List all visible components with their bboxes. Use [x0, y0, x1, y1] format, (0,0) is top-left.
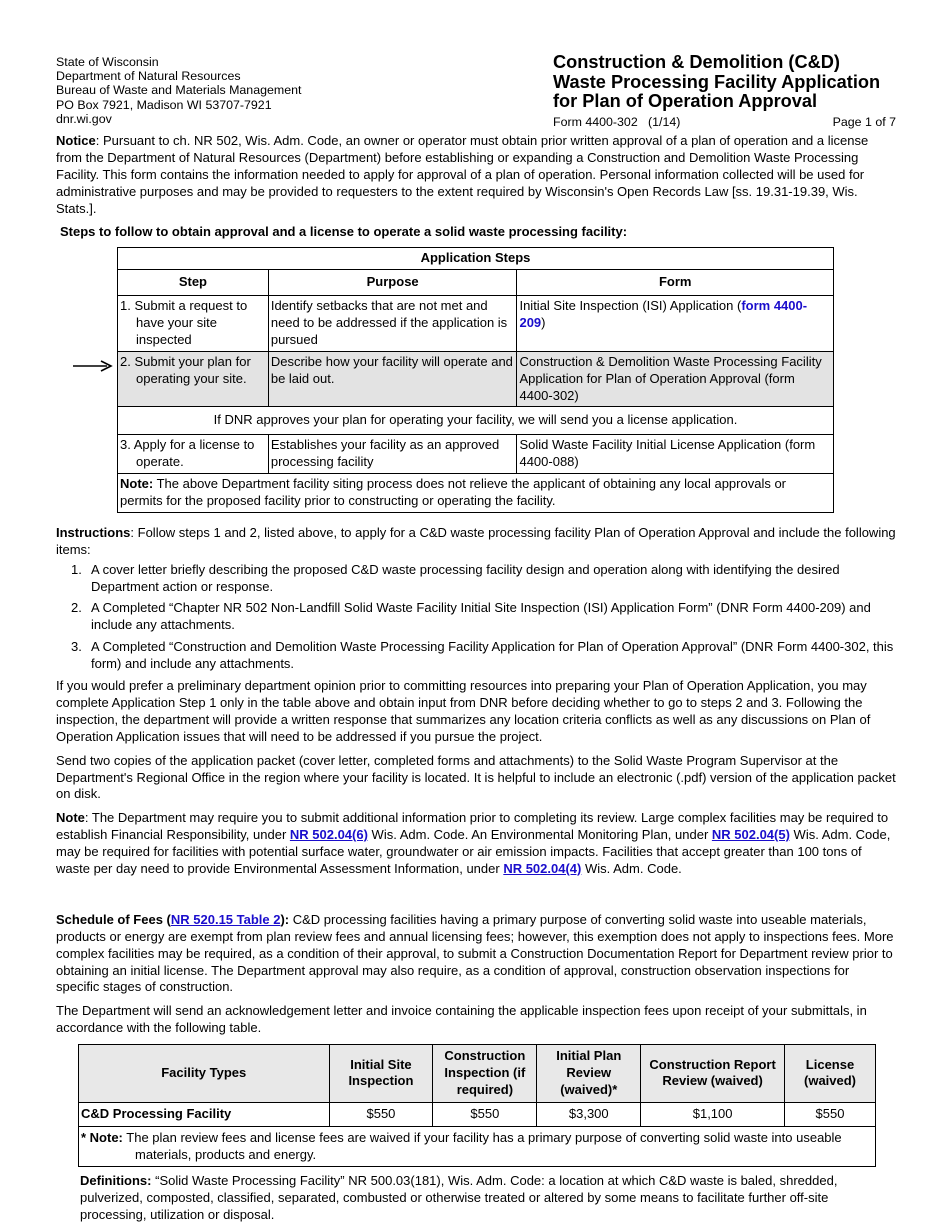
fees-column-header: Construction Report Review (waived)	[641, 1045, 785, 1103]
note-label: Note	[56, 810, 85, 826]
column-header: Form	[517, 270, 834, 296]
note-text: The above Department facility siting process does not relieve the applicant of obtaining any local approvals or permits for the proposed facility prior to constructing or operating the facility.	[120, 476, 787, 509]
list-item	[56, 600, 896, 634]
current-step-arrow-icon	[73, 360, 113, 372]
fees-label: ):	[280, 911, 290, 927]
note-text: Wis. Adm. Code, may be required for facilities with potential surface water, groundwater or air emission impacts. Facilities that accept greater than 100 tons of waste per day need to provide Environmental Assessment Information, under	[56, 827, 891, 876]
fees-note-row	[79, 1126, 876, 1167]
table-row	[79, 1102, 876, 1126]
definitions-label: Definitions:	[80, 1173, 152, 1189]
step-cell: 1. Submit a request to have your site inspected	[120, 298, 248, 347]
form-title-line: Construction & Demolition (C&D)	[553, 52, 840, 72]
agency-line: PO Box 7921, Madison WI 53707-7921	[56, 97, 272, 112]
step-cell: 3. Apply for a license to operate.	[120, 437, 255, 470]
nr-502-04-4-link[interactable]: NR 502.04(4)	[503, 860, 582, 876]
step-cell: 2. Submit your plan for operating your site.	[120, 353, 251, 386]
agency-website: dnr.wi.gov	[56, 111, 112, 126]
fees-column-header: Construction Inspection (if required)	[433, 1045, 537, 1103]
nr-520-15-table-2-link[interactable]: NR 520.15 Table 2	[170, 911, 281, 927]
page-label: Page 1 of 7	[832, 114, 896, 129]
form-cell: Solid Waste Facility Initial License Application (form 4400-088)	[517, 435, 834, 474]
agency-line: Department of Natural Resources	[56, 69, 241, 84]
instructions-paragraph	[56, 525, 896, 559]
purpose-cell: Describe how your facility will operate and be laid out.	[268, 351, 517, 407]
main-content	[56, 133, 896, 1230]
list-text: A Completed “Construction and Demolition Waste Processing Facility Application for Plan of Operation Approval” (DNR Form 4400-302, this form) and include any attachments.	[91, 639, 894, 672]
form-4400-209-link[interactable]: form 4400-209	[519, 298, 808, 331]
fees-column-header: Initial Site Inspection	[329, 1045, 433, 1103]
definitions-text: “Solid Waste Processing Facility” NR 500.03(181), Wis. Adm. Code: a location at which C&D waste is baled, shredded, pulverized, composted, classified, separated, combusted or otherwise treated or altered by some means to facilitate further off-site processing, utilization or disposal.	[80, 1173, 838, 1223]
fees-table	[78, 1044, 876, 1167]
form-number: Form 4400-302 (1/14)	[553, 114, 681, 129]
form-cell: Construction & Demolition Waste Processing Facility Application for Plan of Operation Approval (form 4400-302)	[517, 351, 834, 407]
column-header: Purpose	[268, 270, 517, 296]
form-text: )	[541, 315, 546, 331]
table-caption: Application Steps	[118, 248, 834, 270]
list-text: A Completed “Chapter NR 502 Non-Landfill Solid Waste Facility Initial Site Inspection (ISI) Application Form” (DNR Form 4400-209) and include any attachments.	[91, 600, 871, 633]
form-meta	[553, 114, 896, 130]
note-label: Note:	[120, 476, 154, 492]
note-text: The plan review fees and license fees are waived if your facility has a primary purpose of converting solid waste into useable materials, products and energy.	[122, 1129, 842, 1162]
note-label: * Note:	[81, 1129, 123, 1145]
steps-heading: Steps to follow to obtain approval and a license to operate a solid waste processing facility:	[60, 224, 628, 240]
fees-text: C&D processing facilities having a primary purpose of converting solid waste into useable materials, products or energy are exempt from plan review fees and annual licensing fees; however, this exemption does not apply to inspections fees. More complex facilities may be required, as a condition of their approval, to submit a Construction Documentation Report for Department review prior to obtaining an initial license. The Department approval may also require, as a condition of approval, construction observation inspections for specific stages of construction.	[56, 911, 894, 995]
purpose-cell: Establishes your facility as an approved processing facility	[268, 435, 517, 474]
notice-text: : Pursuant to ch. NR 502, Wis. Adm. Code, an owner or operator must obtain prior written approval of a plan of operation and a license from the Department of Natural Resources (Department) before establishing or expanding a Construction and Demolition Waste Processing Facility. This form contains the information needed to apply for approval of a plan of operation. Personal information collected will be used for administrative purposes and may be provided to requesters to the extent required by Wisconsin's Open Records Law [ss. 19.31-19.39, Wis. Stats.].	[56, 133, 869, 216]
fees-column-header: License (waived)	[785, 1045, 876, 1103]
nr-502-04-6-link[interactable]: NR 502.04(6)	[289, 827, 368, 843]
list-item	[56, 562, 896, 596]
fees-column-header: Initial Plan Review (waived)*	[537, 1045, 641, 1103]
notice-label: Notice	[56, 133, 96, 148]
agency-line: Bureau of Waste and Materials Management	[56, 83, 302, 98]
facility-type-cell: C&D Processing Facility	[79, 1102, 330, 1126]
application-steps-table	[117, 247, 834, 513]
instructions-text: : Follow steps 1 and 2, listed above, to apply for a C&D waste processing facility Plan of Operation Approval and include the following items:	[56, 524, 896, 557]
note-text: Wis. Adm. Code. An Environmental Monitoring Plan, under	[367, 827, 712, 843]
fee-cell: $550	[329, 1102, 433, 1126]
agency-line: State of Wisconsin	[56, 55, 159, 69]
schedule-of-fees-paragraph	[56, 912, 896, 996]
agency-address	[56, 55, 301, 126]
table-note-row	[118, 474, 834, 513]
list-text: A cover letter briefly describing the proposed C&D waste processing facility design and operation along with identifying the desired Department action or response.	[91, 561, 840, 594]
send-copies-paragraph: Send two copies of the application packet (cover letter, completed forms and attachments) to the Solid Waste Program Supervisor at the Department's Regional Office in the region where your facility is located. It is helpful to include an electronic (.pdf) version of the application packet on disk.	[56, 752, 896, 802]
list-number: 3.	[71, 639, 82, 655]
fees-label: Schedule of Fees (	[56, 911, 171, 927]
approval-note-row: If DNR approves your plan for operating your facility, we will send you a license application.	[118, 407, 834, 435]
definitions-paragraph	[80, 1173, 896, 1224]
step-row-3	[118, 435, 834, 474]
instructions-label: Instructions	[56, 524, 131, 540]
note-text: : The Department may require you to submit additional information prior to completing its review. Large complex facilities may be required to establish Financial Responsibility, under	[56, 810, 889, 843]
nr-502-04-5-link[interactable]: NR 502.04(5)	[711, 827, 790, 843]
fee-cell: $550	[785, 1102, 876, 1126]
form-title-line: for Plan of Operation Approval	[553, 91, 818, 112]
list-number: 1.	[71, 561, 82, 577]
preliminary-paragraph: If you would prefer a preliminary department opinion prior to committing resources into preparing your Plan of Operation Application, you may complete Application Step 1 only in the table above and obtain input from DNR before deciding whether to go to steps 2 and 3. Following the inspection, the department will provide a written response that summarizes any location criteria conflicts as well as any discussions on Plan of Operation Application issues that will need to be addressed if you pursue the project.	[56, 678, 871, 744]
list-number: 2.	[71, 600, 82, 616]
fees-column-header: Facility Types	[79, 1045, 330, 1103]
fee-cell: $3,300	[537, 1102, 641, 1126]
column-header: Step	[118, 270, 269, 296]
fee-cell: $550	[433, 1102, 537, 1126]
note-text: Wis. Adm. Code.	[581, 860, 682, 876]
step-row-1	[118, 296, 834, 352]
purpose-cell: Identify setbacks that are not met and need to be addressed if the application is pursued	[268, 296, 517, 352]
list-item	[56, 639, 896, 673]
form-title-line: Waste Processing Facility Application	[553, 71, 881, 92]
form-cell	[517, 296, 834, 352]
requirements-note-paragraph	[56, 810, 896, 878]
acknowledgement-paragraph: The Department will send an acknowledgement letter and invoice containing the applicable inspection fees upon receipt of your submittals, in accordance with the following table.	[56, 1003, 867, 1036]
fee-cell: $1,100	[641, 1102, 785, 1126]
form-text: Initial Site Inspection (ISI) Application (	[519, 298, 742, 314]
form-title-block	[553, 53, 896, 130]
step-row-2-current	[118, 351, 834, 407]
instructions-list	[56, 562, 896, 673]
notice-paragraph	[56, 133, 896, 217]
